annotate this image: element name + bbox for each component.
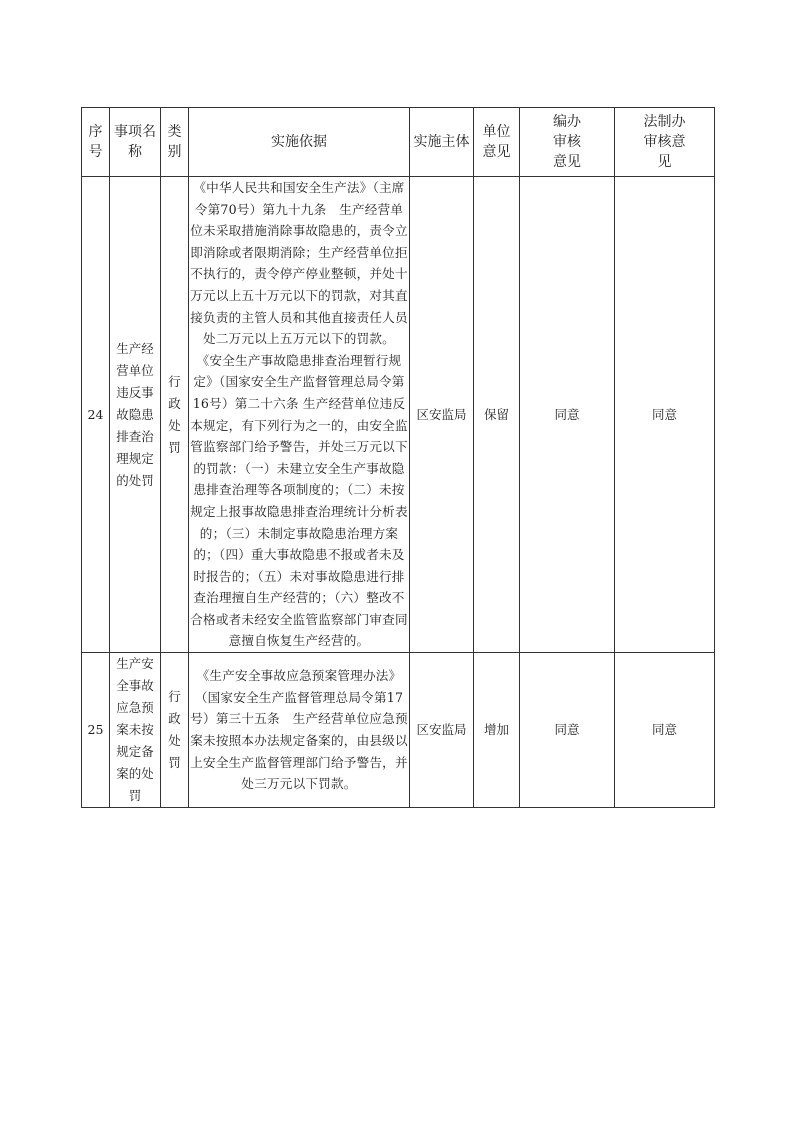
basis-paragraph: 《安全生产事故隐患排查治理暂行规定》（国家安全生产监督管理总局令第16号）第二十六条 生产经营单位违反本规定，有下列行为之一的，由安全监管监察部门给予警告，并处三万元以下的罚款：（一）未建立安全生产事故隐患排查治理等各项制度的；（二）未按规定上报事故隐患排查治理统计分析表的；（三）未制定事故隐患治理方案的；（四）重大事故隐患不报或者未及时报告的；（五）未对事故隐患进行排查治理擅自生产经营的；（六）整改不合格或者未经安全监管监察部门审查同意擅自恢复生产经营的。 bbox=[190, 352, 408, 649]
header-no: 序号 bbox=[82, 108, 110, 177]
row-no: 24 bbox=[82, 177, 110, 653]
row-bianban-opinion: 同意 bbox=[520, 177, 615, 653]
row-basis bbox=[189, 653, 410, 808]
row-basis bbox=[189, 177, 410, 653]
basis-paragraph: 《生产安全事故应急预案管理办法》（国家安全生产监督管理总局令第17号）第三十五条 生产经营单位应急预案未按照本办法规定备案的，由县级以上安全生产监督管理部门给予警告，并处三万元以下罚款。 bbox=[190, 668, 408, 792]
basis-paragraph: 《中华人民共和国安全生产法》（主席令第70号）第九十九条 生产经营单位未采取措施消除事故隐患的，责令立即消除或者限期消除；生产经营单位拒不执行的，责令停产停业整顿，并处十万元以上五十万元以下的罚款，对其直接负责的主管人员和其他直接责任人员处二万元以上五万元以下的罚款。 bbox=[190, 180, 408, 347]
table-row bbox=[82, 177, 715, 653]
row-unit-opinion: 保留 bbox=[474, 177, 520, 653]
header-bianban-opinion: 编办审核意见 bbox=[520, 108, 615, 177]
row-no: 25 bbox=[82, 653, 110, 808]
row-category: 行政处罚 bbox=[161, 653, 189, 808]
row-category: 行政处罚 bbox=[161, 177, 189, 653]
row-item-name: 生产安全事故应急预案未按规定备案的处罚 bbox=[110, 653, 161, 808]
header-row bbox=[82, 108, 715, 177]
approval-table bbox=[81, 107, 715, 808]
row-bianban-opinion: 同意 bbox=[520, 653, 615, 808]
row-item-name: 生产经营单位违反事故隐患排查治理规定的处罚 bbox=[110, 177, 161, 653]
row-unit-opinion: 增加 bbox=[474, 653, 520, 808]
header-subject: 实施主体 bbox=[410, 108, 474, 177]
row-fazhi-opinion: 同意 bbox=[615, 653, 715, 808]
row-subject: 区安监局 bbox=[410, 653, 474, 808]
row-subject: 区安监局 bbox=[410, 177, 474, 653]
header-unit-opinion: 单位意见 bbox=[474, 108, 520, 177]
header-fazhi-opinion: 法制办审核意见 bbox=[615, 108, 715, 177]
header-basis: 实施依据 bbox=[189, 108, 410, 177]
table-row bbox=[82, 653, 715, 808]
header-category: 类别 bbox=[161, 108, 189, 177]
row-fazhi-opinion: 同意 bbox=[615, 177, 715, 653]
header-item-name: 事项名称 bbox=[110, 108, 161, 177]
